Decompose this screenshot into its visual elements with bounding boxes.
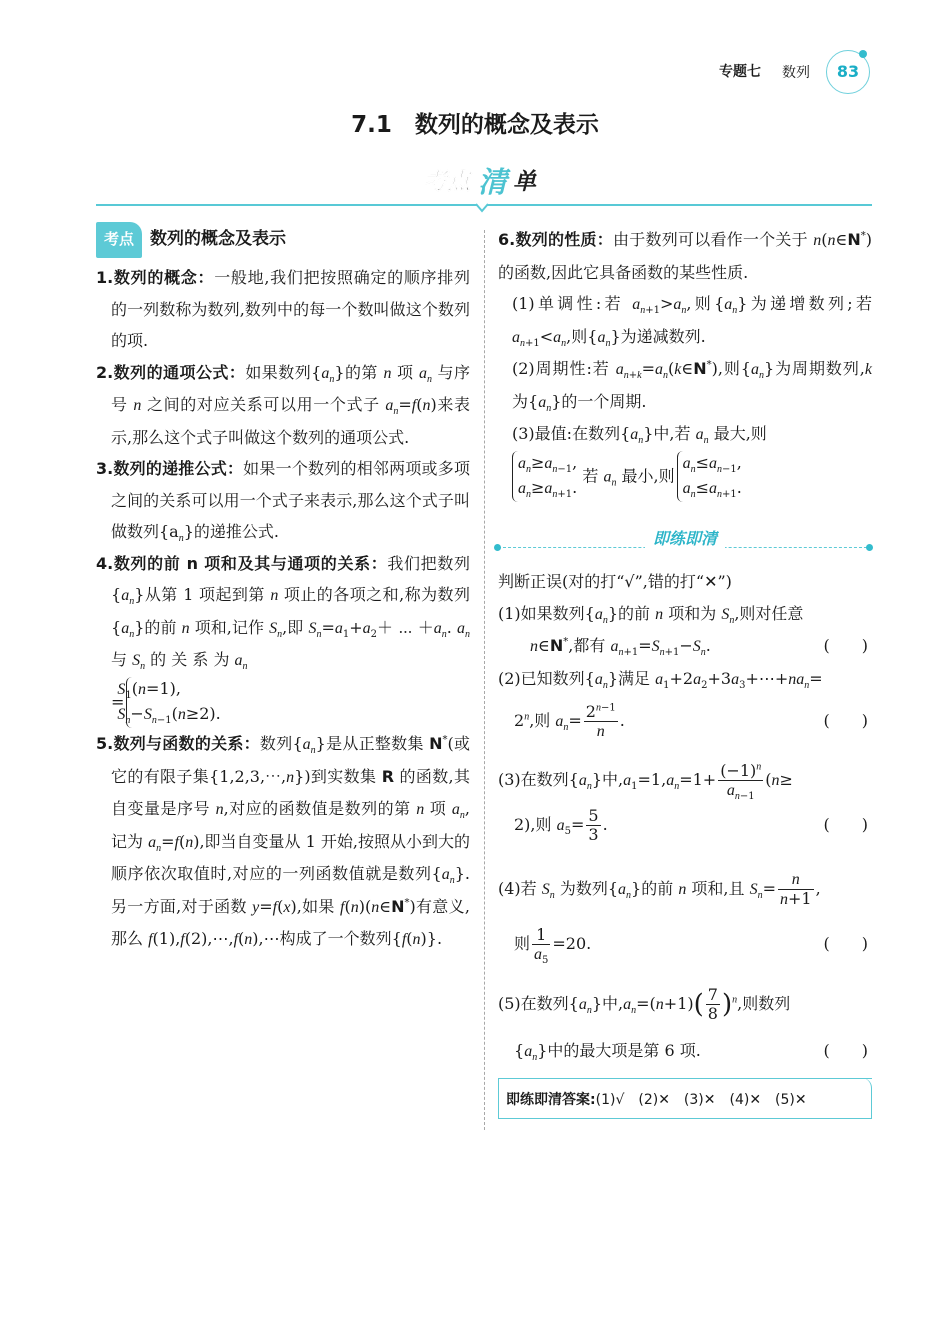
property-monotonic: (1)单调性:若 $a_{n+1}>a_n$,则$\{a_n\}$为递增数列;若 $a_{n+1}<a_n$,则$\{a_n\}$为递减数列. [512,294,872,349]
item-5-function: 5.数列与函数的关系：数列$\{a_n\}$是从正整数集 N*(或它的有限子集{1,2,3,⋯,n})到实数集 R 的函数,其自变量是序号 n,对应的函数值是数列的第 n 项 $a_n$,记为 $a_n=f(n)$,即当自变量从 1 开始,按照从小到大的顺序依次取值时,对应的一列函数值就是数列$\{a_n\}$.另一方面,对于函数 y=f(x),如果 f(n)(n∈N*)有意义,那么 f(1),f(2),⋯,f(n),⋯构成了一个数列{f(n)}. [96,734,470,949]
practice-title: 即练即清 [498,526,872,549]
answer-blank-5[interactable]: ( ) [823,1041,868,1060]
practice-section [498,566,872,1075]
answer-text: 即练即清答案:(1)√ (2)✕ (3)✕ (4)✕ (5)✕ [506,1092,807,1108]
question-1: (1)如果数列$\{a_n\}$的前 n 项和为 $S_n$,则对任意 n∈N*,都有 $a_{n+1}=S_{n+1}-S_n$. ( ) [498,598,872,663]
section-tag: 考点 [96,222,142,258]
question-5: (5)在数列$\{a_n\}$中$,a_n=(n+1)$( $\frac{7}{8}$ )$^n$,则数列 $\{a_n\}$中的最大项是第 6 项. ( ) [498,981,872,1075]
banner-text-c: 单 [513,169,536,195]
answer-blank-2[interactable]: ( ) [823,711,868,730]
answer-blank-4[interactable]: ( ) [823,934,868,953]
banner-text-b: 清 [478,165,508,199]
property-extremum: (3)最值:在数列$\{a_n\}$中,若 $a_n$ 最大,则 $a_n\ge a_{n-1}$, $a_n\ge a_{n+1}$. 若 $a_n$ 最小,则 $a_n\le a_{n-1}$, $a_n\le a_{n+1}$. [512,424,767,501]
answer-blank-1[interactable]: ( ) [823,636,868,655]
column-divider [484,230,485,1130]
practice-intro: 判断正误(对的打“√”,错的打“✕”) [498,572,732,591]
header-topic: 专题七 [719,64,761,80]
answer-blank-3[interactable]: ( ) [823,815,868,834]
question-3: (3)在数列$\{a_n\}$中$,a_1=1,a_n=1+$ $\frac{(-1)^n}{a_{n-1}}$ (n≥ 2),则 $a_5=$ $\frac{5}{3}$ . ( ) [498,758,872,848]
question-2: (2)已知数列$\{a_n\}$满足 $a_1+2a_2+3a_3+\cdots+na_n=$ 2$^n$,则 $a_n=$ $\frac{2^{n-1}}{n}$ . ( ) [498,668,868,740]
page-number: 83 [826,50,870,94]
property-periodic: (2)周期性:若 $a_{n+k}=a_n(k\in N^*)$,则$\{a_n\}$为周期数列,k 为$\{a_n\}$的一个周期. [512,359,872,414]
question-4: (4)若 $S_n$ 为数列$\{a_n\}$的前 n 项和,且 $S_n=$ $\frac{n}{n+1}$ , 则 $\frac{1}{a_5}$ =20. ( ) [498,862,872,971]
right-column [498,224,872,502]
item-4-partial-sum: 4.数列的前 n 项和及其与通项的关系：我们把数列$\{a_n\}$从第 1 项起到第 n 项止的各项之和,称为数列$\{a_n\}$的前 n 项和,记作 $S_n$,即 $S_n=a_1+a_2+$ ⋯ $+a_n$. $a_n$ 与 $S_n$ 的 关 系 为 $a_n$ = $S_1(n=1)$, $S_n-S_{n-1}(n\ge 2)$. [96,553,470,727]
banner-caret-icon [476,203,488,215]
item-2-general-term: 2.数列的通项公式：如果数列$\{a_n\}$的第 n 项 $a_n$ 与序号 n 之间的对应关系可以用一个式子 $a_n=f(n)$来表示,那么这个式子叫做这个数列的通项公式. [96,362,470,447]
header-subject: 数列 [782,65,810,81]
section-title: 数列的概念及表示 [150,229,287,250]
section-header [96,224,470,256]
page-number-dot-icon [859,50,867,58]
item-3-recursion: 3.数列的递推公式：如果一个数列的相邻两项或多项之间的关系可以用一个式子来表示,那么这个式子叫做数列$\{a_n\}$的递推公式. [96,459,470,545]
item-1-definition: 1.数列的概念：一般地,我们把按照确定的顺序排列的一列数称为数列,数列中的每一个数叫做这个数列的项. [96,268,470,350]
item-6-properties: 6.数列的性质：由于数列可以看作一个关于 n(n∈N*)的函数,因此它具备函数的某些性质. [498,230,872,282]
left-column [96,224,470,956]
banner-text-a: 考点 [424,169,470,195]
page-title: 7.1 数列的概念及表示 [351,112,599,138]
kaodian-qingdan-banner [420,160,550,200]
